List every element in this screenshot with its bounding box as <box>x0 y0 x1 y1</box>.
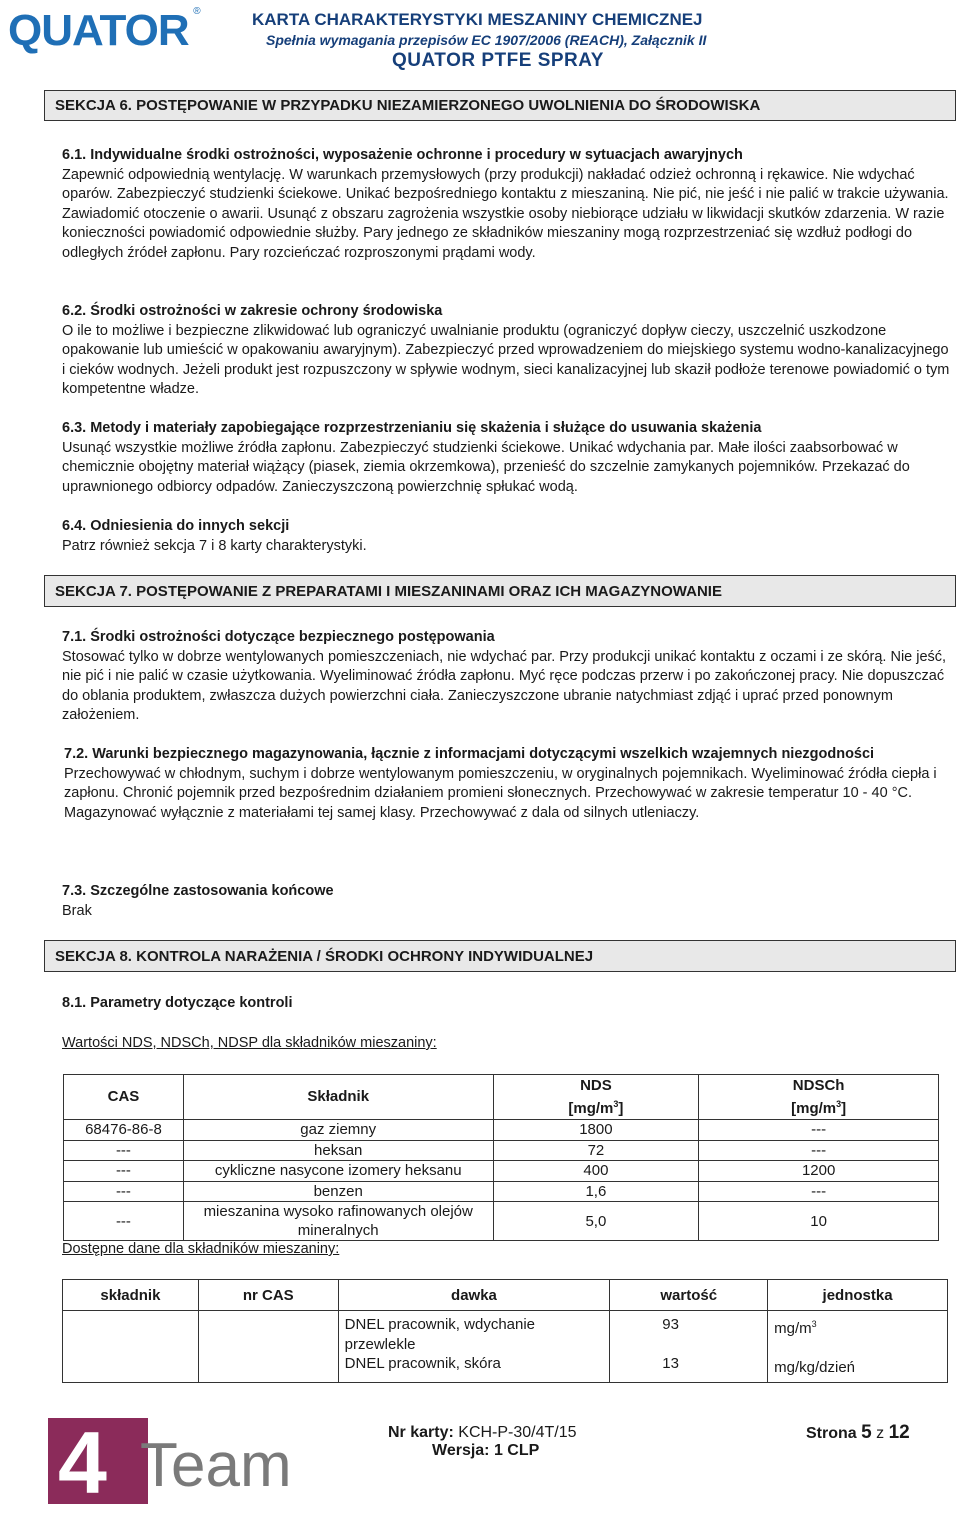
jednostka-inhalation-sup: 3 <box>811 1319 817 1329</box>
document-title: KARTA CHARAKTERYSTYKI MESZANINY CHEMICZNEJ <box>252 10 703 29</box>
subsection-7-2-heading: 7.2. Warunki bezpiecznego magazynowania, łącznie z informacjami dotyczącymi wszelkich wzajemnych niezgodności <box>64 746 875 762</box>
dawka-skin: DNEL pracownik, skóra <box>344 1355 501 1372</box>
page-number <box>806 1422 910 1444</box>
header-nds-sup: 3 <box>613 1098 619 1109</box>
cell-ndsch: --- <box>699 1120 939 1141</box>
subsection-6-3-text: Usunąć wszystkie możliwe źródła zapłonu. Zabezpieczyć studzienki ściekowe. Unikać wdychania par. Małe ilości zaabsorbować w chemicznie obojętny materiał wiążący (piasek, ziemia okrzemkowa), przenieść do szczelnie zamykanych pojemników. Przekazać do uprawnionego odbiorcy odpadów. Zanieczyszczoną powierzchnię spłukać wodą. <box>62 439 910 495</box>
subsection-7-1-heading: 7.1. Środki ostrożności dotyczące bezpiecznego postępowania <box>62 629 495 645</box>
cell-nr-cas <box>198 1311 338 1383</box>
cell-skladnik: mieszanina wysoko rafinowanych olejów mineralnych <box>183 1202 493 1241</box>
header-skladnik: Składnik <box>183 1075 493 1120</box>
subsection-8-1-heading: 8.1. Parametry dotyczące kontroli <box>62 995 293 1011</box>
header-jednostka: jednostka <box>768 1280 948 1311</box>
section-6-content <box>62 146 950 264</box>
wartosc-skin: 13 <box>662 1355 679 1372</box>
section-8-header: SEKCJA 8. KONTROLA NARAŻENIA / ŚRODKI OCHRONY INDYWIDUALNEJ <box>44 940 956 972</box>
logo-4: 4 <box>58 1413 107 1512</box>
section-6-header: SEKCJA 6. POSTĘPOWANIE W PRZYPADKU NIEZAMIERZONEGO UWOLNIENIA DO ŚRODOWISKA <box>44 90 956 121</box>
subsection-7-3-text: Brak <box>62 902 92 919</box>
subsection-6-2-heading: 6.2. Środki ostrożności w zakresie ochrony środowiska <box>62 303 443 319</box>
header-nds <box>493 1075 699 1120</box>
cell-ndsch: 1200 <box>699 1161 939 1182</box>
cell-nds: 72 <box>493 1140 699 1161</box>
dnel-table <box>62 1279 948 1383</box>
cell-ndsch: --- <box>699 1181 939 1202</box>
section-7-header: SEKCJA 7. POSTĘPOWANIE Z PREPARATAMI I MIESZANINAMI ORAZ ICH MAGAZYNOWANIE <box>44 575 956 607</box>
cell-cas: --- <box>64 1161 184 1182</box>
nds-table-header-row <box>64 1075 939 1120</box>
cell-nds: 400 <box>493 1161 699 1182</box>
section-7-1 <box>62 628 950 726</box>
section-6-4 <box>62 517 950 556</box>
document-subtitle: Spełnia wymagania przepisów EC 1907/2006 (REACH), Załącznik II <box>266 32 707 48</box>
table-row <box>64 1120 939 1141</box>
logo-text: QUATOR <box>8 6 189 55</box>
subsection-6-4-text: Patrz również sekcja 7 i 8 karty charakterystyki. <box>62 537 367 554</box>
section-7-3 <box>62 882 950 921</box>
dnel-table-header-row <box>63 1280 948 1311</box>
subsection-7-2-text: Przechowywać w chłodnym, suchym i dobrze wentylowanym pomieszczeniu, w oryginalnych pojemnikach. Wyeliminować źródła ciepła i zapłonu. Chronić pojemnik przed bezpośrednim działaniem promieni słonecznych. Przechowywać w zakresie temperatur 10 - 40 °C. Magazynować wyłącznie z materiałami tej samej klasy. Przechowywać z dala od silnych utleniaczy. <box>64 765 937 821</box>
dnel-table-caption-wrap <box>62 1240 950 1260</box>
dnel-table-caption: Dostępne dane dla składników mieszaniny: <box>62 1241 340 1257</box>
cell-jednostka <box>768 1311 948 1383</box>
header-nr-cas: nr CAS <box>198 1280 338 1311</box>
page-of: z <box>876 1425 885 1442</box>
cell-nds: 5,0 <box>493 1202 699 1241</box>
header-ndsch-unit: [mg/m <box>791 1099 837 1117</box>
page-header <box>0 0 960 80</box>
cell-cas: --- <box>64 1202 184 1241</box>
header-skladnik: składnik <box>63 1280 199 1311</box>
jednostka-skin: mg/kg/dzień <box>774 1359 856 1376</box>
cell-skladnik: cykliczne nasycone izomery heksanu <box>183 1161 493 1182</box>
page-label: Strona <box>806 1425 857 1442</box>
header-nds-label: NDS <box>580 1076 612 1094</box>
subsection-6-2-text: O ile to możliwe i bezpieczne zlikwidować lub ograniczyć uwalnianie produktu (ograniczyć dopływ cieczy, uszczelnić uszkodzone opakowanie lub umieścić w opakowaniu awaryjnym). Zabezpieczyć przed wprowadzeniem do miejskiego systemu wodno-kanalizacyjnego i cieków wodnych. Jeżeli produkt jest rozpuszczony w spływie wodnym, sieci kanalizacyjnej lub skaził podłoże terenowe powiadomić o tym kompetentne władze. <box>62 322 950 398</box>
header-nds-unit: [mg/m <box>568 1099 614 1117</box>
card-number-value: KCH-P-30/4T/15 <box>458 1424 577 1441</box>
cell-skladnik <box>63 1311 199 1383</box>
table-row <box>64 1181 939 1202</box>
cell-skladnik: heksan <box>183 1140 493 1161</box>
cell-wartosc <box>610 1311 768 1383</box>
subsection-6-1-text: Zapewnić odpowiednią wentylację. W warunkach przemysłowych (przy produkcji) nakładać odzież ochronną i rękawice. Nie wdychać oparów. Zabezpieczyć studzienki ściekowe. Unikać bezpośredniego kontaktu z mieszaniną. Nie pić, nie jeść i nie palić w trakcie używania. Zawiadomić otoczenie o awarii. Usunąć z obszaru zagrożenia wszystkie osoby niebiorące udziału w likwidacji skutków zdarzenia. W razie konieczności powiadomić odpowiednie służby. Pary jednego ze składników mieszaniny mogą rozprzestrzeniać się wzdłuż podłogi do odległych źródeł zapłonu. Pary rozcieńczać rozproszonymi prądami wody. <box>62 166 949 261</box>
header-ndsch <box>699 1075 939 1120</box>
section-8-1 <box>62 994 950 1014</box>
subsection-7-3-heading: 7.3. Szczególne zastosowania końcowe <box>62 883 334 899</box>
dawka-inhalation: DNEL pracownik, wdychanie przewlekle <box>344 1316 536 1353</box>
cell-cas: --- <box>64 1181 184 1202</box>
nds-table-caption-wrap <box>62 1034 950 1054</box>
header-ndsch-sup: 3 <box>836 1098 842 1109</box>
logo-team: Team <box>140 1431 292 1500</box>
table-row <box>64 1140 939 1161</box>
cell-ndsch: --- <box>699 1140 939 1161</box>
header-ndsch-close: ] <box>841 1099 847 1117</box>
logo-registered-mark: ® <box>193 6 201 17</box>
product-name: QUATOR PTFE SPRAY <box>392 50 604 71</box>
quator-logo <box>8 6 201 56</box>
4team-logo-mark <box>48 1413 148 1512</box>
section-6-3 <box>62 419 950 497</box>
subsection-6-3-heading: 6.3. Metody i materiały zapobiegające rozprzestrzenianiu się skażenia i służące do usuwania skażenia <box>62 420 762 436</box>
subsection-7-1-text: Stosować tylko w dobrze wentylowanych pomieszczeniach, nie wdychać par. Przy produkcji unikać kontaktu z oczami i ze skórą. Nie jeść, nie pić i nie palić w czasie użytkowania. Wyeliminować źródła zapłonu. Myć ręce podczas przerw i po zakończonej pracy. Nie dopuszczać do oblania produktem, zwłaszcza dużych powierzchni ciała. Zanieczyszczone ubranie natychmiast zdjąć i uprać przed ponownym założeniem. <box>62 648 947 724</box>
header-nds-close: ] <box>618 1099 624 1117</box>
jednostka-inhalation: mg/m <box>774 1320 812 1337</box>
cell-ndsch: 10 <box>699 1202 939 1241</box>
cell-dawka <box>338 1311 610 1383</box>
table-row <box>64 1161 939 1182</box>
wartosc-inhalation: 93 <box>662 1316 679 1333</box>
version: Wersja: 1 CLP <box>432 1442 540 1459</box>
cell-nds: 1800 <box>493 1120 699 1141</box>
cell-cas: 68476-86-8 <box>64 1120 184 1141</box>
section-6-2 <box>62 302 950 400</box>
header-wartosc: wartość <box>610 1280 768 1311</box>
subsection-6-1-heading: 6.1. Indywidualne środki ostrożności, wyposażenie ochronne i procedury w sytuacjach awaryjnych <box>62 147 743 163</box>
footer-card-info <box>388 1424 577 1460</box>
table-row <box>64 1202 939 1241</box>
page-total: 12 <box>888 1422 910 1443</box>
section-7-2 <box>64 745 944 823</box>
page-current: 5 <box>861 1422 872 1443</box>
card-number-label: Nr karty: <box>388 1424 454 1441</box>
subsection-6-4-heading: 6.4. Odniesienia do innych sekcji <box>62 518 290 534</box>
header-dawka: dawka <box>338 1280 610 1311</box>
nds-table <box>63 1074 939 1241</box>
cell-skladnik: benzen <box>183 1181 493 1202</box>
4team-logo <box>48 1413 292 1512</box>
header-cas: CAS <box>64 1075 184 1120</box>
cell-cas: --- <box>64 1140 184 1161</box>
nds-table-caption: Wartości NDS, NDSCh, NDSP dla składników mieszaniny: <box>62 1035 437 1051</box>
cell-skladnik: gaz ziemny <box>183 1120 493 1141</box>
table-row <box>63 1311 948 1383</box>
cell-nds: 1,6 <box>493 1181 699 1202</box>
header-ndsch-label: NDSCh <box>792 1076 845 1094</box>
